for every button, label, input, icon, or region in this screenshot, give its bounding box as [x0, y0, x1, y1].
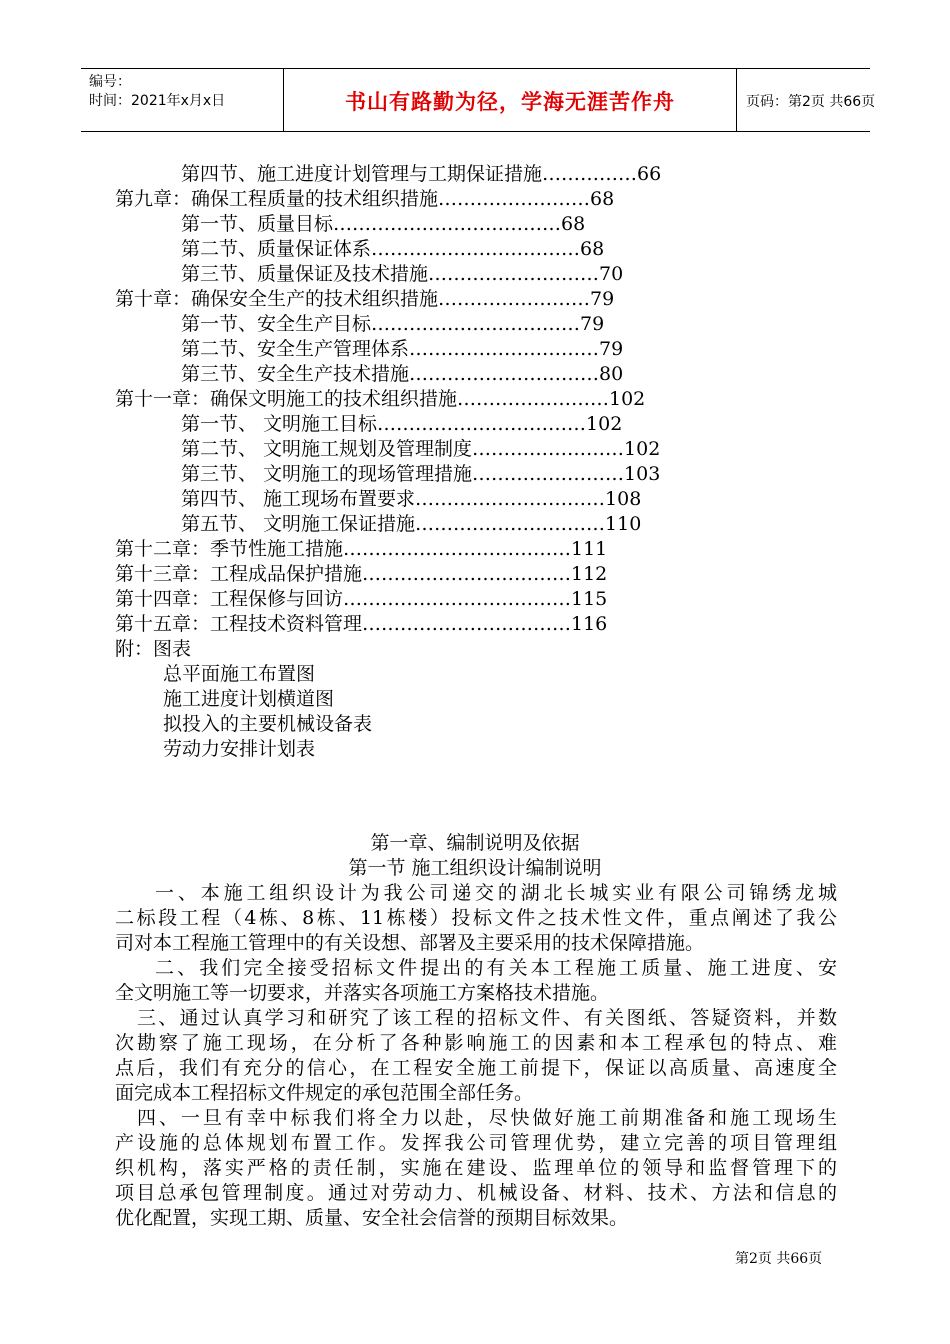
- header-page-number: 页码：第2页 共66页: [746, 94, 876, 110]
- toc-appendix-item: 拟投入的主要机械设备表: [163, 713, 373, 735]
- toc-entry: 第十二章：季节性施工措施………………………………111: [115, 538, 608, 560]
- paragraph-line: 二、我们完全接受招标文件提出的有关本工程施工质量、施工进度、安: [155, 957, 837, 979]
- toc-entry: 第十五章：工程技术资料管理……………………………116: [115, 613, 608, 635]
- toc-entry: 第四节、施工进度计划管理与工期保证措施……………66: [181, 163, 662, 185]
- document-number-label: 编号：: [89, 74, 131, 90]
- toc-entry: 附：图表: [115, 638, 192, 660]
- paragraph-line: 优化配置，实现工期、质量、安全社会信誉的预期目标效果。: [115, 1207, 629, 1229]
- toc-entry: 第十章：确保安全生产的技术组织措施……………………79: [115, 288, 615, 310]
- paragraph-1: [115, 881, 837, 956]
- paragraph-line: 面完成本工程招标文件规定的承包范围全部任务。: [115, 1082, 534, 1104]
- paragraph-line: 织机构，落实严格的责任制，实施在建设、监理单位的领导和监督管理下的: [115, 1157, 837, 1179]
- section-title: 第一节 施工组织设计编制说明: [348, 857, 602, 879]
- paragraph-line: 次勘察了施工现场，在分析了各种影响施工的因素和本工程承包的特点、难: [115, 1032, 837, 1054]
- paragraph-2: [115, 956, 837, 1006]
- toc-entry: 第三节、 文明施工的现场管理措施……………………103: [181, 463, 661, 485]
- header-motto-cell: [283, 69, 737, 131]
- toc-entry: 第九章：确保工程质量的技术组织措施……………………68: [115, 188, 615, 210]
- toc-entry: 第四节、 施工现场布置要求…………………………108: [181, 488, 642, 510]
- toc-entry: 第三节、安全生产技术措施…………………………80: [181, 363, 624, 385]
- paragraph-4: [115, 1106, 837, 1231]
- toc-entry: 第十三章：工程成品保护措施……………………………112: [115, 563, 608, 585]
- toc-entry: 第一节、安全生产目标……………………………79: [181, 313, 605, 335]
- toc-entry: 第二节、 文明施工规划及管理制度……………………102: [181, 438, 661, 460]
- header-page-cell: [736, 69, 876, 131]
- chapter-title: 第一章、编制说明及依据: [370, 832, 580, 854]
- toc-appendix-item: 施工进度计划横道图: [163, 688, 335, 710]
- paragraph-line: 三、通过认真学习和研究了该工程的招标文件、有关图纸、答疑资料，并数: [137, 1007, 837, 1029]
- paragraph-line: 全文明施工等一切要求，并落实各项施工方案格技术措施。: [115, 982, 610, 1004]
- toc-entry: 第二节、质量保证体系……………………………68: [181, 238, 605, 260]
- header-motto: 书山有路勤为径，学海无涯苦作舟: [345, 90, 675, 114]
- paragraph-line: 项目总承包管理制度。通过对劳动力、机械设备、材料、技术、方法和信息的: [115, 1182, 837, 1204]
- page-header: [81, 68, 876, 132]
- paragraph-line: 点后，我们有充分的信心，在工程安全施工前提下，保证以高质量、高速度全: [115, 1057, 837, 1079]
- header-meta-cell: [81, 69, 283, 131]
- paragraph-line: 产设施的总体规划布置工作。发挥我公司管理优势，建立完善的项目管理组: [115, 1132, 837, 1154]
- toc-entry: 第一节、 文明施工目标……………………………102: [181, 413, 623, 435]
- toc-appendix-item: 劳动力安排计划表: [163, 738, 316, 760]
- document-date-label: 时间：2021年x月x日: [89, 93, 226, 109]
- toc-entry: 第三节、质量保证及技术措施………………………70: [181, 263, 624, 285]
- paragraph-line: 二标段工程（4栋、8栋、11栋楼）投标文件之技术性文件，重点阐述了我公: [115, 907, 837, 929]
- page-footer: 第2页 共66页: [735, 1251, 823, 1267]
- paragraph-line: 一、本施工组织设计为我公司递交的湖北长城实业有限公司锦绣龙城: [155, 882, 837, 904]
- toc-entry: 第一节、质量目标………………………………68: [181, 213, 586, 235]
- paragraph-3: [115, 1006, 837, 1106]
- paragraph-line: 司对本工程施工管理中的有关设想、部署及主要采用的技术保障措施。: [115, 932, 705, 954]
- toc-entry: 第十四章：工程保修与回访………………………………115: [115, 588, 608, 610]
- toc-appendix-item: 总平面施工布置图: [163, 663, 316, 685]
- paragraph-line: 四、一旦有幸中标我们将全力以赴，尽快做好施工前期准备和施工现场生: [137, 1107, 837, 1129]
- toc-entry: 第五节、 文明施工保证措施…………………………110: [181, 513, 642, 535]
- toc-entry: 第十一章：确保文明施工的技术组织措施……………………102: [115, 388, 646, 410]
- toc-entry: 第二节、安全生产管理体系…………………………79: [181, 338, 624, 360]
